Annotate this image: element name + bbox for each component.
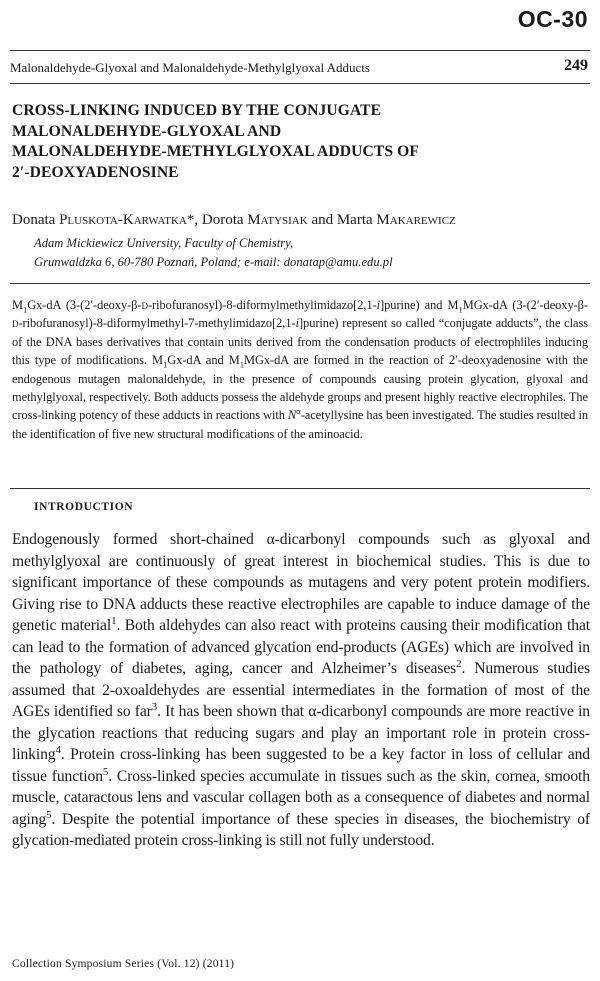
section-heading: INTRODUCTION bbox=[34, 501, 134, 513]
abstract-text: ]purine) and M bbox=[380, 298, 459, 312]
italic-text: i bbox=[295, 316, 299, 331]
abstract-text: MGx-dA are formed in the reaction of 2′-deoxyadenosine with the endogenous mutagen malonaldehyde, in the presence of compounds causing protein glycation, glyoxal and methylglyoxal, respectively. Both adducts possess the aldehyde groups and present highly reactive electrophiles. The cross-linking potency of these adducts in reactions with bbox=[12, 353, 588, 423]
reference-marker: 5 bbox=[46, 808, 52, 821]
abstract-text: M bbox=[12, 298, 23, 312]
author-separator: , Dorota bbox=[194, 212, 248, 228]
author-list bbox=[12, 212, 456, 229]
corresponding-mark: * bbox=[186, 212, 195, 228]
reference-marker: 3 bbox=[151, 700, 158, 713]
author-family-name: Pluskota-Karwatka bbox=[59, 212, 187, 228]
running-header bbox=[10, 50, 590, 84]
small-caps: d bbox=[12, 316, 19, 331]
abstract-text: -acetyllysine has been investigated. The studies resulted in the identification of five new structural modifications of the aminoacid. bbox=[12, 408, 589, 441]
divider bbox=[10, 283, 590, 284]
abstract-text: Gx-dA and M bbox=[167, 353, 240, 368]
title-line: CROSS-LINKING INDUCED BY THE CONJUGATE bbox=[12, 102, 382, 119]
abstract-text: MGx-dA (3-(2′-deoxy-β- bbox=[462, 298, 588, 312]
superscript: α bbox=[296, 406, 301, 417]
abstract-text: Gx-dA (3-(2′-deoxy-β- bbox=[27, 298, 142, 312]
subscript: 1 bbox=[163, 359, 168, 370]
body-text: . It has been shown that α-dicarbonyl compounds are more reactive in the glycation reactions that reducing sugars and play an important role in protein cross-linking bbox=[12, 703, 590, 763]
small-caps: d bbox=[141, 298, 148, 312]
affiliation-line: Grunwaldzka 6, 60-780 Poznań, Poland; e-mail: donatap@amu.edu.pl bbox=[34, 255, 393, 269]
body-text: . Cross-linked species accumulate in tissues such as the skin, cornea, smooth muscle, cataractous lens and vascular collagen both as a consequence of diabetes and normal aging bbox=[12, 767, 590, 828]
reference-marker: 4 bbox=[55, 743, 61, 756]
footer-citation: Collection Symposium Series (Vol. 12) (2011) bbox=[12, 958, 235, 970]
title-line: 2′-DEOXYADENOSINE bbox=[12, 163, 179, 181]
title-line: MALONALDEHYDE-METHYLGLYOXAL ADDUCTS OF bbox=[12, 143, 419, 160]
abstract-text: -ribofuranosyl)-8-diformylmethyl-7-methylimidazo[2,1- bbox=[18, 316, 296, 331]
reference-marker: 1 bbox=[111, 614, 117, 627]
reference-marker: 2 bbox=[456, 657, 462, 670]
body-text: . Numerous studies assumed that 2-oxoaldehydes are essential intermediates in the formation of most of the AGEs identified so far bbox=[12, 660, 590, 720]
abstract-text: -ribofuranosyl)-8-diformylmethylimidazo[2,1- bbox=[147, 298, 377, 312]
italic-text: i bbox=[376, 298, 381, 312]
paper-title bbox=[12, 101, 592, 183]
affiliation-line: Adam Mickiewicz University, Faculty of Chemistry, bbox=[34, 236, 294, 250]
reference-marker: 5 bbox=[102, 765, 109, 778]
subscript: 1 bbox=[239, 359, 244, 370]
page-code: OC-30 bbox=[517, 6, 588, 32]
author-given-name: Donata bbox=[12, 212, 60, 228]
author-separator: and Marta bbox=[307, 212, 377, 228]
body-text: . Protein cross-linking has been suggested to be a key factor in loss of cellular and tissue function bbox=[12, 746, 590, 785]
body-text: Endogenously formed short-chained α-dicarbonyl compounds such as glyoxal and methylglyoxal are continuously of great interest in biochemical studies. This is due to significant importance of these compounds as mutagens and very potent protein modifiers. Giving rise to DNA adducts these reactive electrophiles are capable to induce damage of the genetic material bbox=[12, 531, 590, 634]
title-line: MALONALDEHYDE-GLYOXAL AND bbox=[12, 122, 282, 140]
abstract bbox=[12, 296, 588, 443]
abstract-text: ]purine) represent so called “conjugate adducts”, the class of the DNA bases derivatives that contain units derived from the condensation products of electrophliles inducing this type of modifications. M bbox=[12, 316, 588, 368]
author-family-name: Matysiak bbox=[247, 212, 308, 228]
subscript: 1 bbox=[22, 304, 28, 315]
italic-text: N bbox=[288, 408, 297, 423]
running-title: Malonaldehyde-Glyoxal and Malonaldehyde-Methylglyoxal Adducts bbox=[10, 60, 370, 75]
introduction-body bbox=[12, 529, 590, 852]
divider bbox=[10, 488, 590, 489]
body-text: . Both aldehydes can also react with proteins causing their modification that can lead to the formation of advanced glycation end-products (AGEs) which are involved in the pathology of diabetes, aging, cancer and Alzheimer’s diseases bbox=[12, 617, 591, 677]
page-number: 249 bbox=[564, 57, 588, 74]
subscript: 1 bbox=[458, 304, 463, 315]
author-family-name: Makarewicz bbox=[376, 212, 456, 228]
affiliation bbox=[34, 234, 393, 272]
body-text: . Despite the potential importance of these species in diseases, the biochemistry of glycation-mediated protein cross-linking is still not fully understood. bbox=[12, 810, 590, 849]
